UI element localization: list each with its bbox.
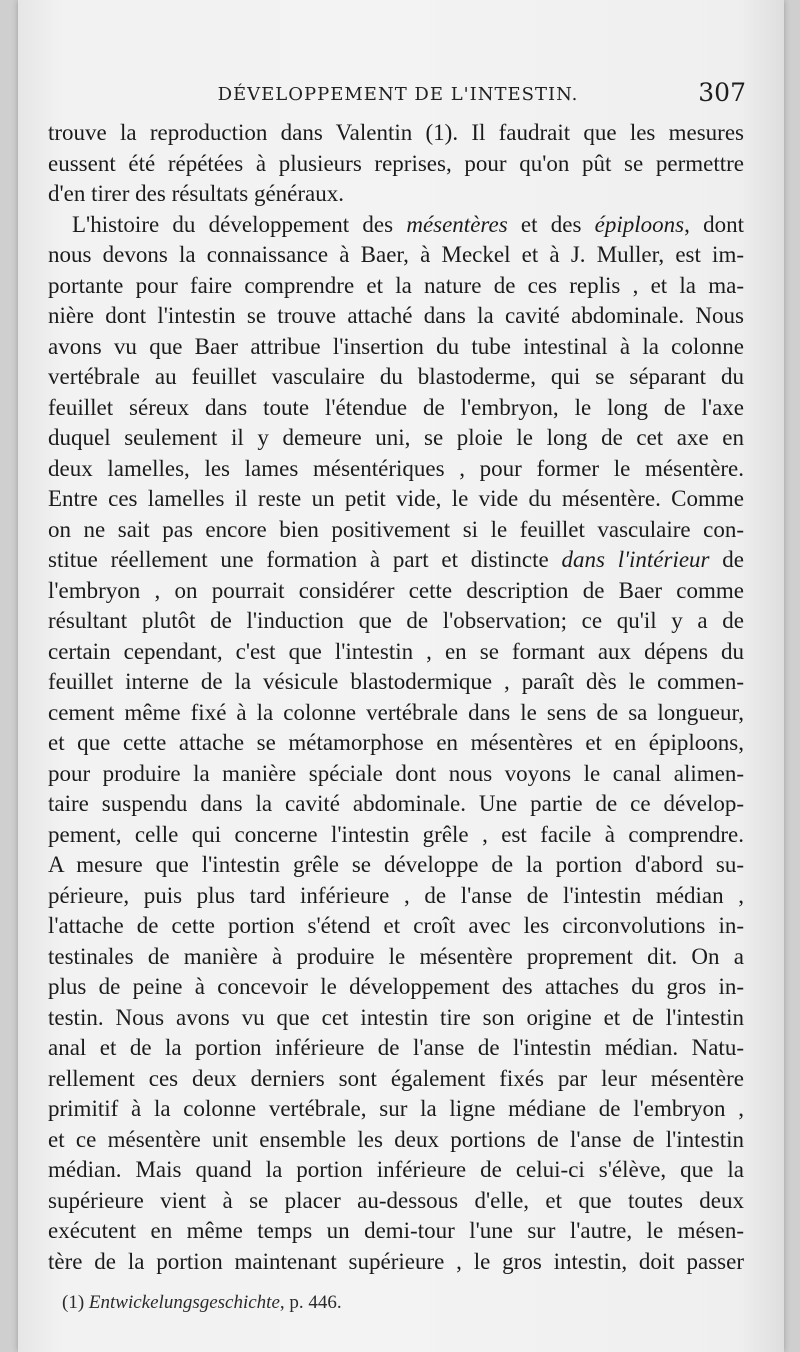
italic-term: épiploons xyxy=(594,211,685,237)
page-number: 307 xyxy=(698,78,746,107)
text-run: L'histoire du développement des xyxy=(72,211,394,237)
text-line: cement même fixé à la colonne vertébrale dans le sens de sa longueur, xyxy=(48,699,744,725)
text-line: deux lamelles, les lames mésentériques , pour former le mésentère. xyxy=(48,455,744,481)
text-line xyxy=(48,545,744,576)
text-line: rellement ces deux derniers sont également fixés par leur mésentère xyxy=(48,1065,744,1091)
book-page xyxy=(18,0,784,1352)
page-header xyxy=(50,78,746,114)
text-line: nous devons la connaissance à Baer, à Meckel et à J. Muller, est im- xyxy=(48,242,744,267)
italic-term: mésentères xyxy=(406,211,508,237)
text-line: A mesure que l'intestin grêle se développe de la portion d'abord su- xyxy=(48,852,744,877)
text-line: exécutent en même temps un demi-tour l'une sur l'autre, le mésen- xyxy=(48,1218,744,1243)
text-line: résultant plutôt de l'induction que de l'observation; ce qu'il y a de xyxy=(48,608,744,633)
text-line: nière dont l'intestin se trouve attaché dans la cavité abdominale. Nous xyxy=(48,303,744,328)
text-line: vertébrale au feuillet vasculaire du blastoderme, qui se séparant du xyxy=(48,364,744,389)
footnote-text: , p. 446. xyxy=(279,1292,342,1313)
text-line: duquel seulement il y demeure uni, se ploie le long de cet axe en xyxy=(48,425,744,450)
text-line: testinales de manière à produire le mésentère proprement dit. On a xyxy=(48,943,744,969)
text-line: trouve la reproduction dans Valentin (1). Il faudrait que les mesures xyxy=(48,120,744,145)
text-line: médian. Mais quand la portion inférieure de celui-ci s'élève, que la xyxy=(48,1157,744,1182)
text-line: d'en tirer des résultats généraux. xyxy=(48,181,345,206)
text-line: feuillet interne de la vésicule blastodermique , paraît dès le commen- xyxy=(48,669,744,694)
running-title: DÉVELOPPEMENT DE L'INTESTIN. xyxy=(217,84,579,105)
text-line: eussent été répétées à plusieurs reprises, pour qu'on pût se permettre xyxy=(48,150,744,176)
footnote-title: Entwickelungsgeschichte xyxy=(88,1292,280,1313)
text-line: Entre ces lamelles il reste un petit vide, le vide du mésentère. Comme xyxy=(48,486,744,511)
text-line: supérieure vient à se placer au-dessous d'elle, et que toutes deux xyxy=(48,1187,744,1213)
text-line: taire suspendu dans la cavité abdominale. Une partie de ce dévelop- xyxy=(48,791,744,816)
text-line: l'embryon , on pourrait considérer cette description de Baer comme xyxy=(48,577,744,603)
italic-term: dans l'intérieur xyxy=(561,547,710,572)
text-line: anal et de la portion inférieure de l'anse de l'intestin médian. Natu- xyxy=(48,1035,744,1060)
text-line: tère de la portion maintenant supérieure , le gros intestin, doit passer xyxy=(48,1248,744,1274)
text-run: stitue réellement une formation à part et distincte xyxy=(48,547,549,572)
text-line: l'attache de cette portion s'étend et croît avec les circonvolutions in- xyxy=(48,913,744,938)
text-line: testin. Nous avons vu que cet intestin tire son origine et de l'intestin xyxy=(48,1004,744,1030)
text-line: on ne sait pas encore bien positivement si le feuillet vasculaire con- xyxy=(48,516,744,542)
text-line: certain cependant, c'est que l'intestin , en se formant aux dépens du xyxy=(48,638,744,664)
text-line xyxy=(48,210,744,241)
text-run: , dont xyxy=(684,211,745,237)
text-line: plus de peine à concevoir le développement des attaches du gros in- xyxy=(48,974,744,999)
footnote-marker: (1) xyxy=(62,1292,85,1313)
text-line: pement, celle qui concerne l'intestin grêle , est facile à comprendre. xyxy=(48,821,744,847)
body-text xyxy=(48,118,744,1277)
text-line: et que cette attache se métamorphose en mésentères et en épiploons, xyxy=(48,730,744,755)
text-line: portante pour faire comprendre et la nature de ces replis , et la ma- xyxy=(48,272,744,298)
text-line: feuillet séreux dans toute l'étendue de l'embryon, le long de l'axe xyxy=(48,394,744,420)
text-line: et ce mésentère unit ensemble les deux portions de l'anse de l'intestin xyxy=(48,1126,744,1152)
text-line: primitif à la colonne vertébrale, sur la ligne médiane de l'embryon , xyxy=(48,1096,744,1121)
text-run: de xyxy=(722,547,745,572)
footnote xyxy=(62,1292,342,1314)
text-line: périeure, puis plus tard inférieure , de l'anse de l'intestin médian , xyxy=(48,882,744,908)
text-run: et des xyxy=(520,211,582,237)
text-line: pour produire la manière spéciale dont nous voyons le canal alimen- xyxy=(48,760,744,786)
text-line: avons vu que Baer attribue l'insertion du tube intestinal à la colonne xyxy=(48,333,744,359)
